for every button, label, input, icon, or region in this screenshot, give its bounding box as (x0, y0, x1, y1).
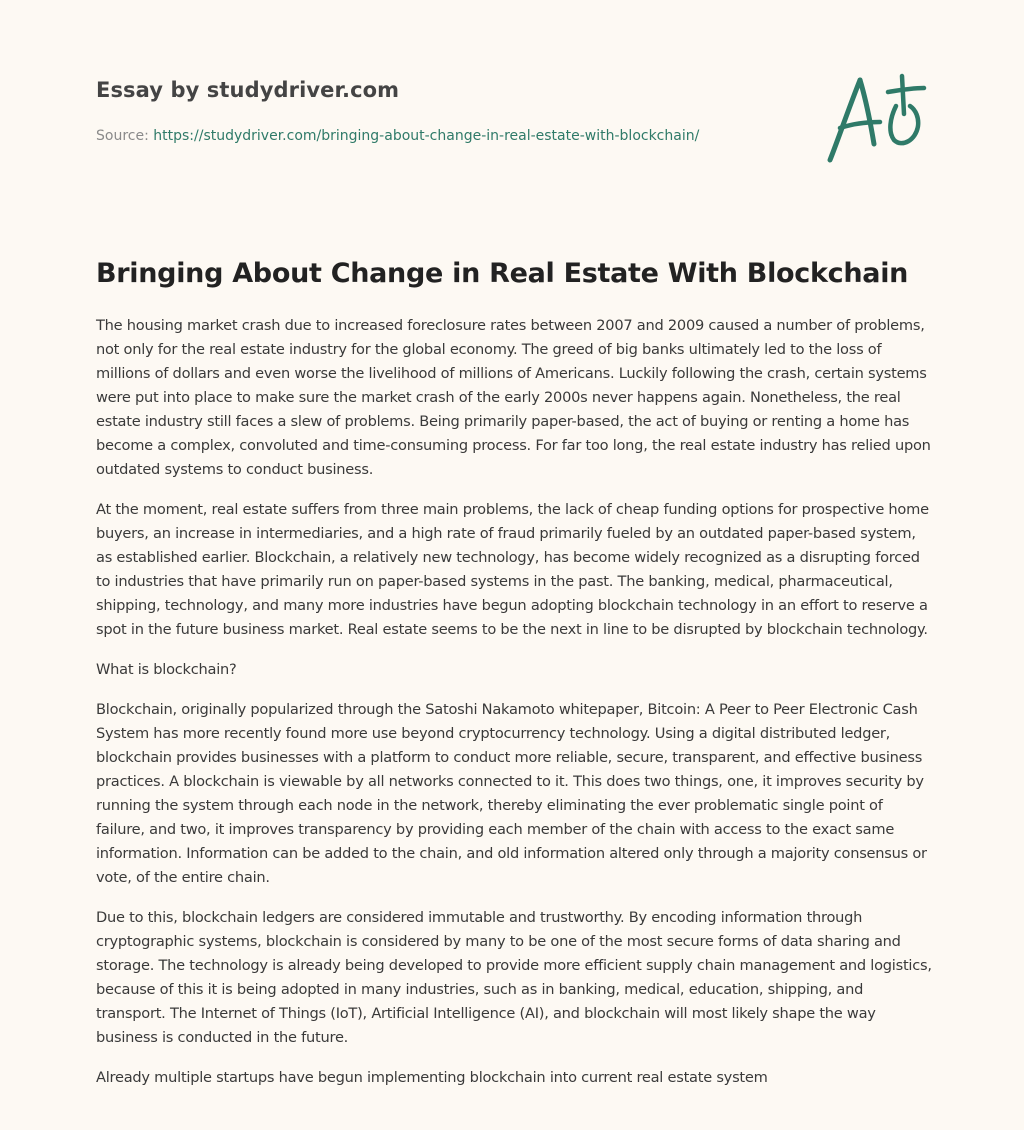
essay-body (96, 314, 932, 1106)
source-label: Source: (96, 128, 154, 144)
paragraph: Due to this, blockchain ledgers are considered immutable and trustworthy. By encoding information through cryptographic systems, blockchain is considered by many to be one of the most secure forms of data sharing and storage. The technology is already being developed to provide more efficient supply chain management and logistics, because of this it is being adopted in many industries, such as in banking, medical, education, shipping, and transport. The Internet of Things (IoT), Artificial Intelligence (AI), and blockchain will most likely shape the way business is conducted in the future. (96, 909, 932, 1046)
source-line (96, 126, 796, 146)
paragraph: At the moment, real estate suffers from three main problems, the lack of cheap funding options for prospective home buyers, an increase in intermediaries, and a high rate of fraud primarily fueled by an outdated paper-based system, as established earlier. Blockchain, a relatively new technology, has become widely recognized as a disrupting forced to industries that have primarily run on paper-based systems in the past. The banking, medical, pharmaceutical, shipping, technology, and many more industries have begun adopting blockchain technology in an effort to reserve a spot in the future business market. Real estate seems to be the next in line to be disrupted by blockchain technology. (96, 501, 929, 638)
site-brand: Essay by studydriver.com (96, 78, 400, 102)
page-header (96, 76, 796, 146)
essay-title: Bringing About Change in Real Estate With Blockchain (96, 258, 909, 289)
source-link[interactable]: https://studydriver.com/bringing-about-change-in-real-estate-with-blockchain/ (153, 128, 700, 144)
a-plus-logo-icon (822, 70, 928, 166)
paragraph: Already multiple startups have begun implementing blockchain into current real estate system (96, 1069, 768, 1086)
paragraph: The housing market crash due to increased foreclosure rates between 2007 and 2009 caused a number of problems, not only for the real estate industry for the global economy. The greed of big banks ultimately led to the loss of millions of dollars and even worse the livelihood of millions of Americans. Luckily following the crash, certain systems were put into place to make sure the market crash of the early 2000s never happens again. Nonetheless, the real estate industry still faces a slew of problems. Being primarily paper-based, the act of buying or renting a home has become a complex, convoluted and time-consuming process. For far too long, the real estate industry has relied upon outdated systems to conduct business. (96, 317, 931, 478)
section-heading: What is blockchain? (96, 661, 237, 678)
paragraph: Blockchain, originally popularized through the Satoshi Nakamoto whitepaper, Bitcoin: A Peer to Peer Electronic Cash System has more recently found more use beyond cryptocurrency technology. Using a digital distributed ledger, blockchain provides businesses with a platform to conduct more reliable, secure, transparent, and effective business practices. A blockchain is viewable by all networks connected to it. This does two things, one, it improves security by running the system through each node in the network, thereby eliminating the ever problematic single point of failure, and two, it improves transparency by providing each member of the chain with access to the exact same information. Information can be added to the chain, and old information altered only through a majority consensus or vote, of the entire chain. (96, 701, 927, 886)
